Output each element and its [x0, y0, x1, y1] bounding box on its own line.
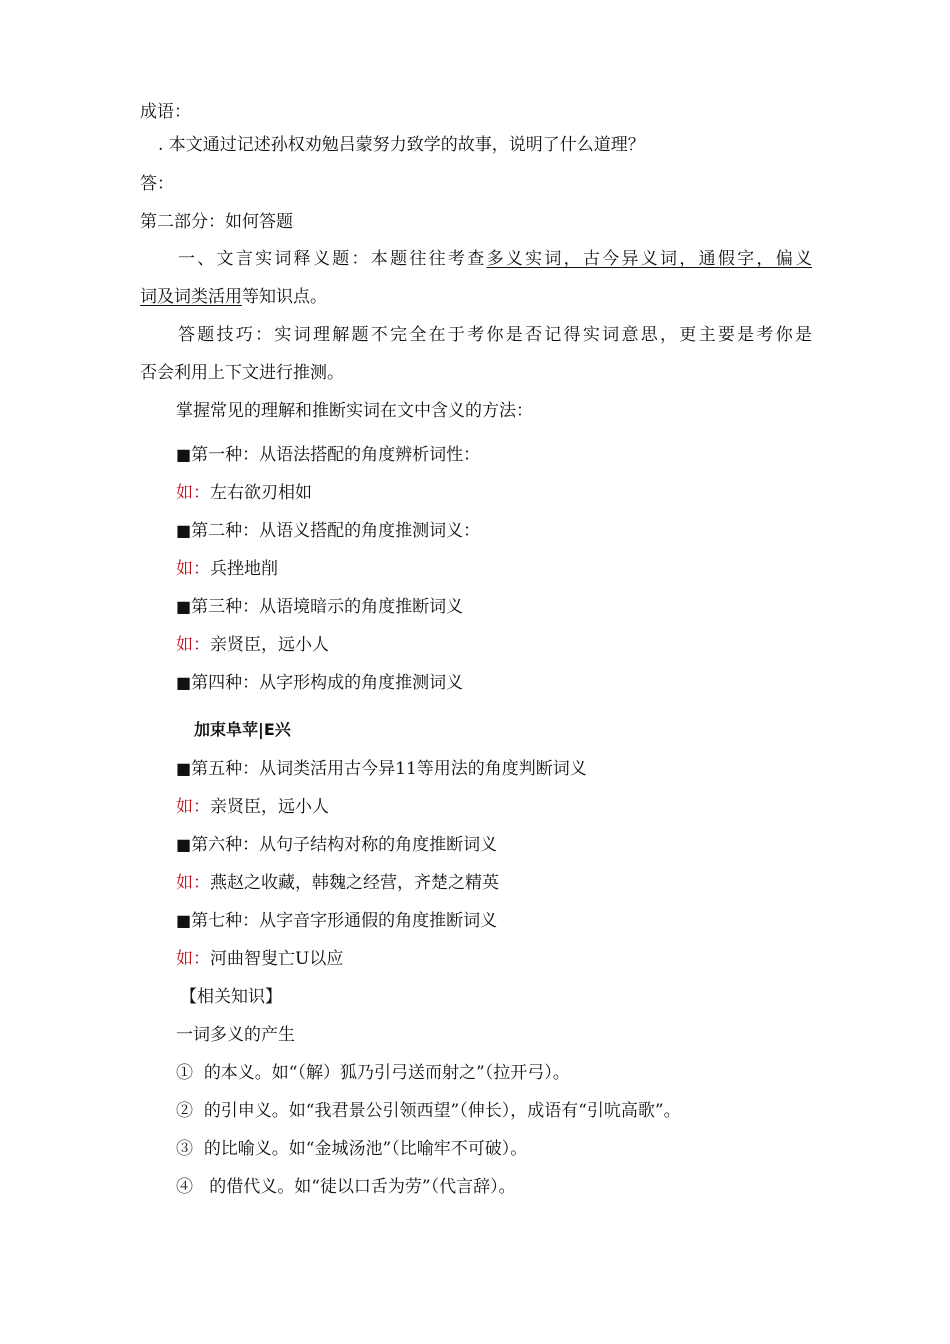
- example-label: 如：: [176, 483, 210, 503]
- circled-number: ③: [176, 1139, 193, 1159]
- bullet-square-icon: ■: [176, 597, 192, 616]
- section1-suffix: 等知识点。: [242, 287, 327, 307]
- question: . 本文通过记述孙权劝勉吕蒙努力致学的故事，说明了什么道理？: [158, 135, 645, 155]
- bullet-square-icon: ■: [176, 673, 192, 692]
- section1-underlined-2: 词及词类活用: [140, 287, 242, 307]
- circled-number: ①: [176, 1063, 193, 1083]
- tip-line2: 否会利用上下文进行推测。: [140, 363, 344, 383]
- polysemy-item: [176, 1175, 516, 1199]
- example-label: 如：: [176, 797, 210, 817]
- polysemy-item: [176, 1099, 681, 1123]
- answer-label: 答：: [140, 174, 174, 194]
- bullet-square-icon: ■: [176, 759, 192, 778]
- example-text: 兵挫地削: [210, 559, 278, 579]
- example-label: 如：: [176, 635, 210, 655]
- example-text: 燕赵之收藏，韩魏之经营，齐楚之精英: [210, 873, 499, 893]
- bullet-square-icon: ■: [176, 521, 192, 540]
- circled-number: ④: [176, 1177, 193, 1197]
- example-label: 如：: [176, 873, 210, 893]
- section1-prefix: 一、文言实词释义题：本题往往考查: [178, 249, 487, 269]
- polysemy-heading: 一词多义的产生: [176, 1025, 295, 1045]
- polysemy-text: 的本义。如“（解）狐乃引弓送而射之”（拉开弓）。: [203, 1063, 570, 1083]
- method-title: 第三种：从语境暗示的角度推断词义: [191, 597, 464, 617]
- method-title: 第四种：从字形构成的角度推测词义: [191, 673, 464, 693]
- example-text: 亲贤臣，远小人: [210, 635, 329, 655]
- methods-intro: 掌握常见的理解和推断实词在文中含义的方法：: [176, 401, 533, 421]
- bullet-square-icon: ■: [176, 835, 192, 854]
- related-heading: 【相关知识】: [180, 987, 282, 1007]
- method-item: [176, 757, 587, 781]
- method-item: [176, 519, 480, 543]
- chengyu-label: 成语：: [140, 102, 191, 122]
- example-text: 河曲智叟亡U以应: [210, 949, 344, 969]
- method-item: [176, 833, 497, 857]
- polysemy-text: 的比喻义。如“金城汤池”（比喻牢不可破）。: [203, 1139, 528, 1159]
- method-item: [176, 595, 463, 619]
- example-text: 左右欲刃相如: [210, 483, 312, 503]
- part2-heading: 第二部分：如何答题: [140, 212, 293, 232]
- method-example: [176, 633, 329, 657]
- polysemy-text: 的引申义。如“我君景公引领西望”（伸长），成语有“引吭高歌”。: [203, 1101, 681, 1121]
- section1-underlined-1: 多义实词，古今异义词，通假字，偏义: [486, 249, 812, 269]
- example-text: 亲贤臣，远小人: [210, 797, 329, 817]
- example-label: 如：: [176, 949, 210, 969]
- polysemy-item: [176, 1137, 527, 1161]
- method-title: 第五种：从词类活用古今异11等用法的角度判断词义: [191, 759, 587, 779]
- method-title: 第一种：从语法搭配的角度辨析词性：: [191, 445, 481, 465]
- tip-line1: 答题技巧：实词理解题不完全在于考你是否记得实词意思，更主要是考你是: [178, 325, 812, 345]
- method-item: [176, 443, 480, 467]
- method-example: [176, 557, 278, 581]
- bullet-square-icon: ■: [176, 911, 192, 930]
- method-title: 第二种：从语义搭配的角度推测词义：: [191, 521, 481, 541]
- method-example: [176, 947, 343, 971]
- method-item: [176, 671, 463, 695]
- example-label: 如：: [176, 559, 210, 579]
- polysemy-text: 的借代义。如“徒以口舌为劳”（代言辞）。: [209, 1177, 516, 1197]
- method-example: [176, 795, 329, 819]
- bullet-square-icon: ■: [176, 445, 192, 464]
- method-item: [176, 909, 497, 933]
- polysemy-item: [176, 1061, 570, 1085]
- section1-line2: [140, 285, 327, 309]
- method-example: [176, 871, 499, 895]
- method-title: 第七种：从字音字形通假的角度推断词义: [191, 911, 498, 931]
- method-title: 第六种：从句子结构对称的角度推断词义: [191, 835, 498, 855]
- section1-line1: [140, 247, 812, 271]
- garbled-line: 加束阜苹|E兴: [194, 720, 291, 739]
- method-example: [176, 481, 312, 505]
- circled-number: ②: [176, 1101, 193, 1121]
